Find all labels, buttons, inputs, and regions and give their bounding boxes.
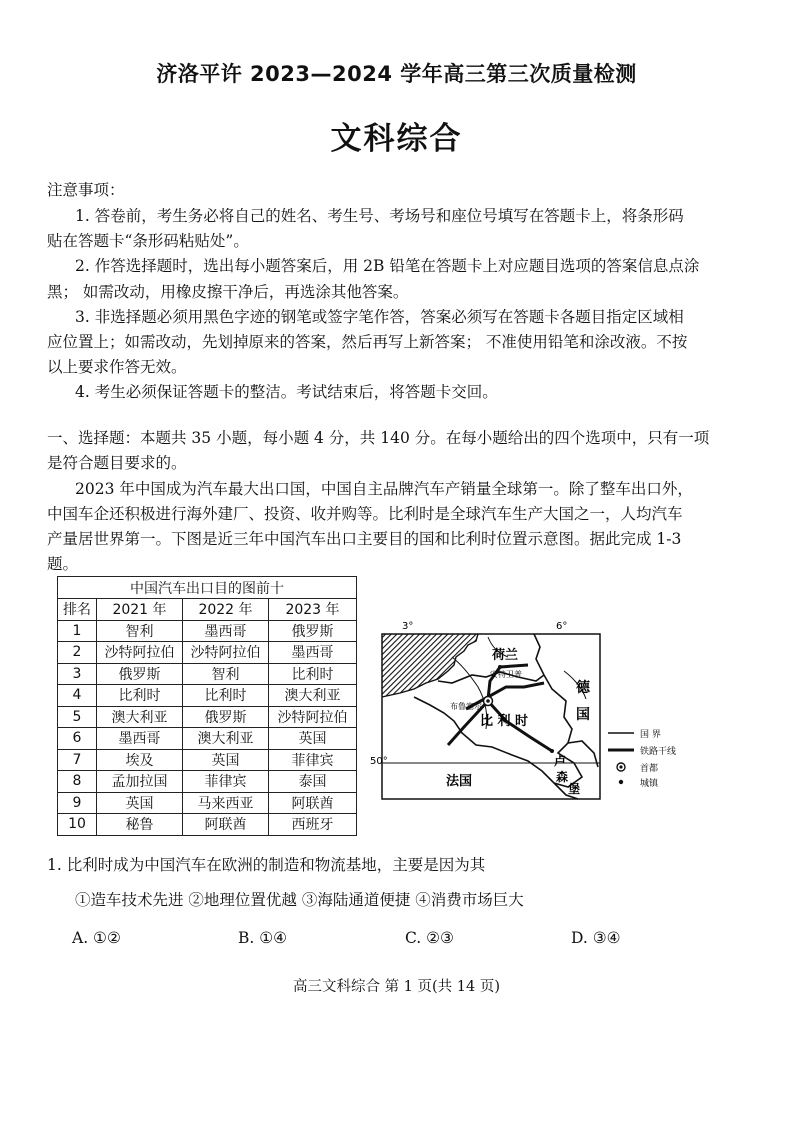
table-row [58,642,357,664]
table-cell: 阿联酋 [183,814,269,836]
table-row [58,706,357,728]
table-cell: 墨西哥 [97,728,183,750]
note-item-2-line-1: 2. 作答选择题时，选出每小题答案后，用 2B 铅笔在答题卡上对应题目选项的答案信息点涂 [75,257,700,275]
table-cell: 秘鲁 [97,814,183,836]
belgium-label: 比 利 时 [480,714,529,729]
passage-line-1: 2023 年中国成为汽车最大出口国，中国自主品牌汽车产销量全球第一。除了整车出口外， [75,480,693,498]
france-label: 法国 [446,774,473,789]
table-row [58,685,357,707]
table-cell: 英国 [97,792,183,814]
section-heading-line-1: 一、选择题：本题共 35 小题，每小题 4 分，共 140 分。在每小题给出的四个选项中，只有一项 [47,429,710,447]
table-cell: 泰国 [269,771,357,793]
question-1-stem: 1. 比利时成为中国汽车在欧洲的制造和物流基地，主要是因为其 [47,856,486,874]
table-cell: 比利时 [97,685,183,707]
table-cell: 9 [58,792,97,814]
table-cell: 5 [58,706,97,728]
map-legend [608,729,676,789]
header-2021: 2021 年 [97,599,183,621]
choice-c: C. ②③ [405,929,454,947]
germany-label-1: 德 [576,680,590,696]
table-header-row [58,599,357,621]
choice-d: D. ③④ [571,929,621,947]
table-cell: 俄罗斯 [97,663,183,685]
passage-line-4: 题。 [47,555,79,573]
legend-town-label: 城镇 [640,779,659,789]
header-2022: 2022 年 [183,599,269,621]
section-heading-line-2: 是符合题目要求的。 [47,454,187,472]
table-cell: 比利时 [269,663,357,685]
table-cell: 埃及 [97,749,183,771]
export-destinations-table [57,576,357,836]
sea-area [382,634,478,697]
header-rank: 排名 [58,599,97,621]
table-cell: 沙特阿拉伯 [97,642,183,664]
table-cell: 2 [58,642,97,664]
table-cell: 8 [58,771,97,793]
table-cell: 3 [58,663,97,685]
table-row [58,792,357,814]
table-row [58,620,357,642]
town-marker [550,749,554,753]
note-item-3-line-3: 以上要求作答无效。 [47,358,187,376]
table-row [58,663,357,685]
note-item-4: 4. 考生必须保证答题卡的整洁。考试结束后，将答题卡交回。 [75,383,498,401]
legend-railway-label: 铁路干线 [640,747,677,757]
table-cell: 4 [58,685,97,707]
table-cell: 菲律宾 [183,771,269,793]
table-cell: 比利时 [183,685,269,707]
note-item-1-line-2: 贴在答题卡“条形码粘贴处”。 [47,232,249,250]
table-cell: 菲律宾 [269,749,357,771]
table-cell: 澳大利亚 [269,685,357,707]
antwerp-label: 安特卫普 [490,670,522,679]
luxembourg-label-2: 森 [556,770,569,784]
lon-east-label: 6° [556,621,568,632]
note-item-3-line-2: 应位置上；如需改动，先划掉原来的答案，然后再写上新答案； 不准使用铅笔和涂改液。不按 [47,333,688,351]
question-1-statements: ①造车技术先进 ②地理位置优越 ③海陆通道便捷 ④消费市场巨大 [75,891,524,909]
table-cell: 俄罗斯 [269,620,357,642]
table-row [58,814,357,836]
note-item-2-line-2: 黑； 如需改动，用橡皮擦干净后，再选涂其他答案。 [47,283,409,301]
choice-b: B. ①④ [238,929,288,947]
table-cell: 智利 [97,620,183,642]
table-cell: 墨西哥 [183,620,269,642]
belgium-location-map [368,617,703,817]
passage-line-2: 中国车企还积极进行海外建厂、投资、收并购等。比利时是全球汽车生产大国之一，人均汽车 [47,505,683,523]
table-row [58,728,357,750]
table-cell: 10 [58,814,97,836]
exam-title: 济洛平许 2023—2024 学年高三第三次质量检测 [156,62,637,86]
lat-label: 50° [370,756,388,767]
luxembourg-label-1: 卢 [554,754,567,768]
table-cell: 澳大利亚 [97,706,183,728]
header-2023: 2023 年 [269,599,357,621]
table-row [58,749,357,771]
passage-line-3: 产量居世界第一。下图是近三年中国汽车出口主要目的国和比利时位置示意图。据此完成 1-3 [47,530,682,548]
table-cell: 澳大利亚 [183,728,269,750]
table-row [58,771,357,793]
luxembourg-label-3: 堡 [568,782,581,796]
note-item-1-line-1: 1. 答卷前，考生务必将自己的姓名、考生号、考场号和座位号填写在答题卡上，将条形码 [75,207,684,225]
table-cell: 孟加拉国 [97,771,183,793]
table-cell: 沙特阿拉伯 [183,642,269,664]
table-cell: 西班牙 [269,814,357,836]
table-cell: 俄罗斯 [183,706,269,728]
subject-title: 文科综合 [330,121,463,157]
table-caption: 中国汽车出口目的图前十 [58,577,357,599]
legend-border-label: 国 界 [640,730,661,740]
note-item-3-line-1: 3. 非选择题必须用黑色字迹的钢笔或签字笔作答，答案必须写在答题卡各题目指定区域相 [75,308,684,326]
table-cell: 英国 [269,728,357,750]
notes-heading: 注意事项： [47,181,125,199]
choice-a: A. ①② [72,929,121,947]
table-cell: 英国 [183,749,269,771]
town-marker [498,665,502,669]
table-cell: 6 [58,728,97,750]
legend-capital-label: 首都 [640,764,659,774]
table-cell: 智利 [183,663,269,685]
germany-label-2: 国 [576,707,590,723]
table-cell: 马来西亚 [183,792,269,814]
lon-west-label: 3° [402,621,414,632]
brussels-label: 布鲁塞尔 [450,702,482,711]
table-cell: 沙特阿拉伯 [269,706,357,728]
table-cell: 7 [58,749,97,771]
table-cell: 1 [58,620,97,642]
table-cell: 墨西哥 [269,642,357,664]
netherlands-label: 荷兰 [492,648,519,663]
page-footer: 高三文科综合 第 1 页(共 14 页) [292,979,501,995]
table-cell: 阿联酋 [269,792,357,814]
